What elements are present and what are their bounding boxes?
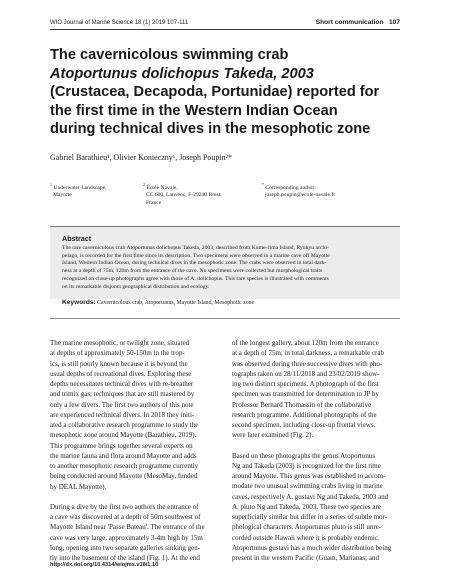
body-line: research programme. Additional photographs of the [232,410,377,419]
body-line: During a dive by the first two authors the entrance of [50,502,199,511]
abstract-line: on its remarkable disjunct geographical distribution and ecology. [62,283,210,290]
body-line: superficially similar but differ in a series of subtle mor- [232,513,388,521]
body-line: Atoportunus gustavi has a much wider distribution being [232,543,392,552]
affiliation-line: CC 600, Lanvéoc, F-29240 Brest, [146,192,222,199]
affiliation-2 [143,181,222,208]
body-line: the marine fauna and flora around Mayotte and adds [50,451,197,460]
body-line: of the longest gallery, about 120m from the entrance [232,339,379,347]
body-line: The marine mesophotic, or twilight zone, situated [50,339,190,347]
body-line: specimen was transmitted for determination to JP by [232,390,379,399]
body-line: at depths of approximately 50-150m in the trop- [50,349,185,358]
abstract-line: Island, Western Indian Ocean, during technical dives in the mesophotic zone. The crabs were observed in total dark- [62,260,327,267]
body-line: only a few divers. The first two authors of this note [50,400,194,409]
body-line: are experienced technical divers. In 2018 they initi- [50,410,195,419]
body-line: second specimen, including close-up frontal views, [232,421,376,429]
body-line: at a depth of 75m, in total darkness, a remarkable crab [232,349,384,358]
title-line: Atoportunus dolichopus Takeda, 2003 [50,65,314,82]
body-line: tographs taken on 28/11/2018 and 23/02/2019 show- [232,369,380,378]
journal-citation: WIO Journal of Marine Science 18 (1) 2019 107-111 [50,20,189,26]
running-header [50,20,400,32]
abstract-line: The rare cavernicolous crab Atoportunus dolichopus Takeda, 2003, described from Kume-Jima Island, Ryukyu archi- [62,245,329,251]
body-line: depths necessitates technical dives with re-breather [50,380,194,388]
affiliation-line: École Navale, [146,184,178,191]
body-column-left [50,338,218,563]
body-line: phological characters. Atoportunus pluto is still unre- [232,523,382,532]
header-rule [50,29,400,30]
keywords-rule [50,318,400,319]
body-line: This programme brings together several experts on [50,441,193,450]
affiliation-mark: 1 [50,182,52,187]
body-line: ing two distinct specimens. A photograph of the first [232,380,379,388]
body-line: Ng and Takeda (2003) is recognized for the first time [232,461,381,470]
abstract-line: recognized on close-up photographs agree with those of A. dolichopus. This rare species is illustrated with comments [62,275,329,282]
corresponding-email[interactable]: joseph.poupin@ecole-navale.fr [265,192,336,199]
abstract-line: pelago, is recorded for the first time since its description. Two specimens were observed in a marine cave off Mayotte [62,252,330,259]
body-line: mesophotic zone around Mayotte (Barathieu, 2019). [50,431,197,440]
body-line [232,441,400,451]
section-label: Short communication [315,19,384,26]
body-line: Mayotte Island near 'Passe Bateau'. The entrance of the [50,523,205,532]
body-line: being conducted around Mayotte (MesoMay, funded [50,472,198,481]
keywords-text: Cavernicolous crab, Atoportunus, Mayotte Island, Mesophotic zone [97,300,255,306]
body-line: by DEAL Mayotte). [50,482,107,491]
article-title [50,46,395,139]
body-line: was observed during three successive dives with pho- [232,359,383,368]
affiliation-corresponding [262,181,335,200]
abstract-text [62,245,390,291]
body-line: Based on these photographs the genus Atoportunus [232,451,376,460]
body-line: a cave was discovered at a depth of 50m southwest of [50,513,201,521]
body-line: cave was very large, approximately 3-4m high by 15m [50,533,203,542]
title-line: the first time in the Western Indian Ocean [50,102,338,119]
title-line: (Crustacea, Decapoda, Portunidae) reported for [50,84,380,101]
body-line: usual depths of recreational dives. Exploring these [50,369,192,378]
affiliation-line: France [146,200,162,207]
section-and-page [316,19,400,26]
body-line: to another mesophotic research programme currently [50,462,199,470]
doi-link[interactable]: http://dx.doi.org/10.4314/wiojms.v18i1.10 [50,562,159,568]
abstract-heading: Abstract [62,234,92,243]
body-line: ated a collaborative research programme to study the [50,421,199,429]
body-line: corded outside Hawaii where it is probably endemic. [232,533,380,542]
affiliation-line: Corresponding author: [265,184,316,191]
affiliation-line: Mayotte [53,192,72,199]
body-line: modate two unusual swimming crabs living in marine [232,482,383,491]
body-line: A. pluto Ng and Takeda, 2003. These two species are [232,502,381,511]
affiliation-line: Underwater Landscape, [53,184,107,191]
affiliation-mark: 2 [143,182,145,187]
body-line: present in the western Pacific (Guam, Marianas; and [232,554,379,562]
body-line: tly into the basement of the island (Fig. 1). At the end [50,554,200,562]
affiliation-1 [50,181,107,200]
body-column-right [232,338,400,563]
body-line: around Mayotte. This genus was established to accom- [232,472,386,480]
body-line: were later examined (Fig. 2). [232,431,314,440]
affiliation-mark: * [262,182,264,187]
page-number: 107 [388,19,400,26]
author-list: Gabriel Barathieu¹, Olivier Konieczny¹, Joseph Poupin²* [50,153,233,162]
body-line: Professor Bernard Thomassin of the collaborative [232,400,372,409]
abstract-box [50,226,400,299]
keywords-label: Keywords: [62,299,96,306]
body-line [50,492,218,502]
body-line: caves, respectively A. gustavi Ng and Takeda, 2003 and [232,492,389,501]
abstract-line: ness at a depth of 75m, 120m from the entrance of the cave. No specimens were collected but morphological traits [62,268,323,275]
body-line: long, opening into two separate galleries sinking gen- [50,543,201,552]
body-line: and trimix gas; techniques that are still mastered by [50,390,195,399]
title-line: The cavernicolous swimming crab [50,47,289,63]
body-line: ics, is still poorly known because it is beyond the [50,359,188,368]
keywords [62,299,254,306]
title-line: during technical dives in the mesophotic zone [50,121,371,138]
